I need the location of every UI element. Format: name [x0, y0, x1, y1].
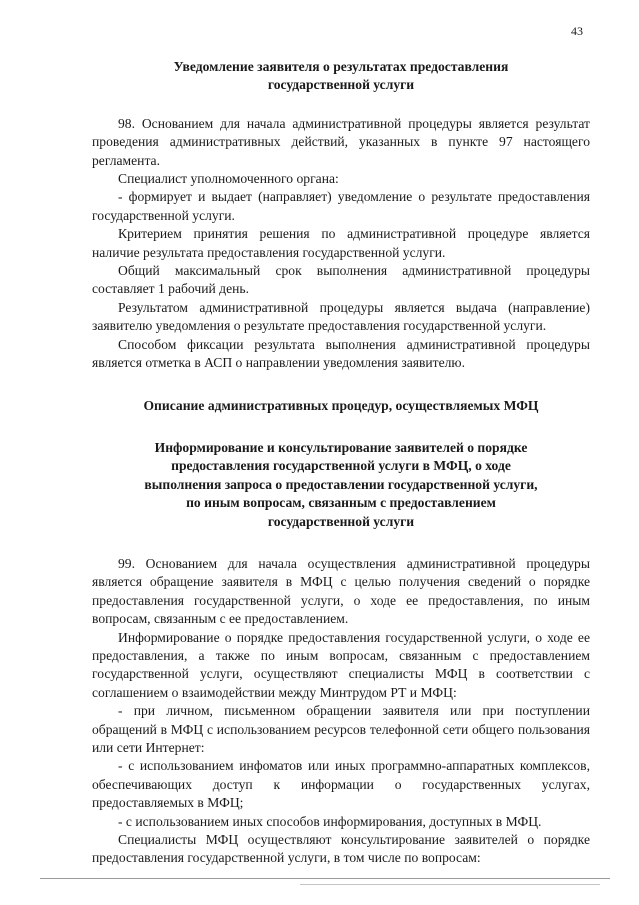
list-item: - с использованием инфоматов или иных программно-аппаратных комплексов, обеспечивающих доступ к информации о государственных услугах, предоставляемых в МФЦ;: [92, 758, 590, 811]
section-heading-informing: [92, 439, 590, 531]
heading-line: государственной услуги: [267, 513, 415, 529]
heading-line: государственной услуги: [267, 77, 415, 93]
bottom-rule-secondary: [300, 884, 600, 885]
heading-line: выполнения запроса о предоставлении государственной услуги,: [144, 476, 538, 492]
section-heading-mfc-procedures: [92, 397, 590, 415]
paragraph: Результатом административной процедуры является выдача (направление) заявителю уведомления о результате предоставления государственной услуги.: [92, 299, 590, 334]
list-item: - с использованием иных способов информирования, доступных в МФЦ.: [118, 813, 542, 829]
heading-line: Описание административных процедур, осуществляемых МФЦ: [143, 397, 539, 413]
section-notification: [92, 58, 590, 373]
paragraph: Специалисты МФЦ осуществляют консультирование заявителей о порядке предоставления государственной услуги, в том числе по вопросам:: [92, 832, 590, 866]
paragraph: Специалист уполномоченного органа:: [118, 171, 339, 187]
heading-line: Уведомление заявителя о результатах предоставления: [173, 59, 509, 74]
heading-line: Информирование и консультирование заявителей о порядке: [154, 439, 528, 455]
heading-line: предоставления государственной услуги в МФЦ, о ходе: [171, 458, 511, 474]
paragraph: Критерием принятия решения по административной процедуре является наличие результата предоставления государственной услуги.: [92, 226, 590, 260]
list-item: - при личном, письменном обращении заявителя или при поступлении обращений в МФЦ с использованием ресурсов телефонной сети общего пользования или сети Интернет:: [92, 703, 590, 755]
list-item: - формирует и выдает (направляет) уведомление о результате предоставления государственной услуги.: [92, 189, 590, 223]
paragraph: Общий максимальный срок выполнения административной процедуры составляет 1 рабочий день.: [92, 263, 590, 297]
paragraph: Способом фиксации результата выполнения административной процедуры является отметка в АСП о направлении уведомления заявителю.: [92, 336, 590, 371]
section-informing: [92, 439, 590, 868]
section-heading-notification: [92, 58, 590, 95]
paragraph-99: 99. Основанием для начала осуществления административной процедуры является обращение заявителя в МФЦ с целью получения сведений о порядке предоставления государственной услуги, о ходе ее предоставления, по иным вопросам, связанным с ее предоставлением.: [92, 555, 590, 627]
heading-line: по иным вопросам, связанным с предоставлением: [186, 495, 496, 511]
bottom-rule: [40, 878, 610, 879]
paragraph: Информирование о порядке предоставления государственной услуги, о ходе ее предоставления, а также по иным вопросам, связанным с предоставлением государственной услуги, осуществляют специалисты МФЦ в соответствии с соглашением о взаимодействии между Минтрудом РТ и МФЦ:: [92, 629, 590, 700]
page-number: 43: [571, 24, 583, 38]
page-content: [92, 58, 590, 868]
paragraph-98: 98. Основанием для начала административной процедуры является результат проведения административных действий, указанных в пункте 97 настоящего регламента.: [92, 115, 590, 168]
